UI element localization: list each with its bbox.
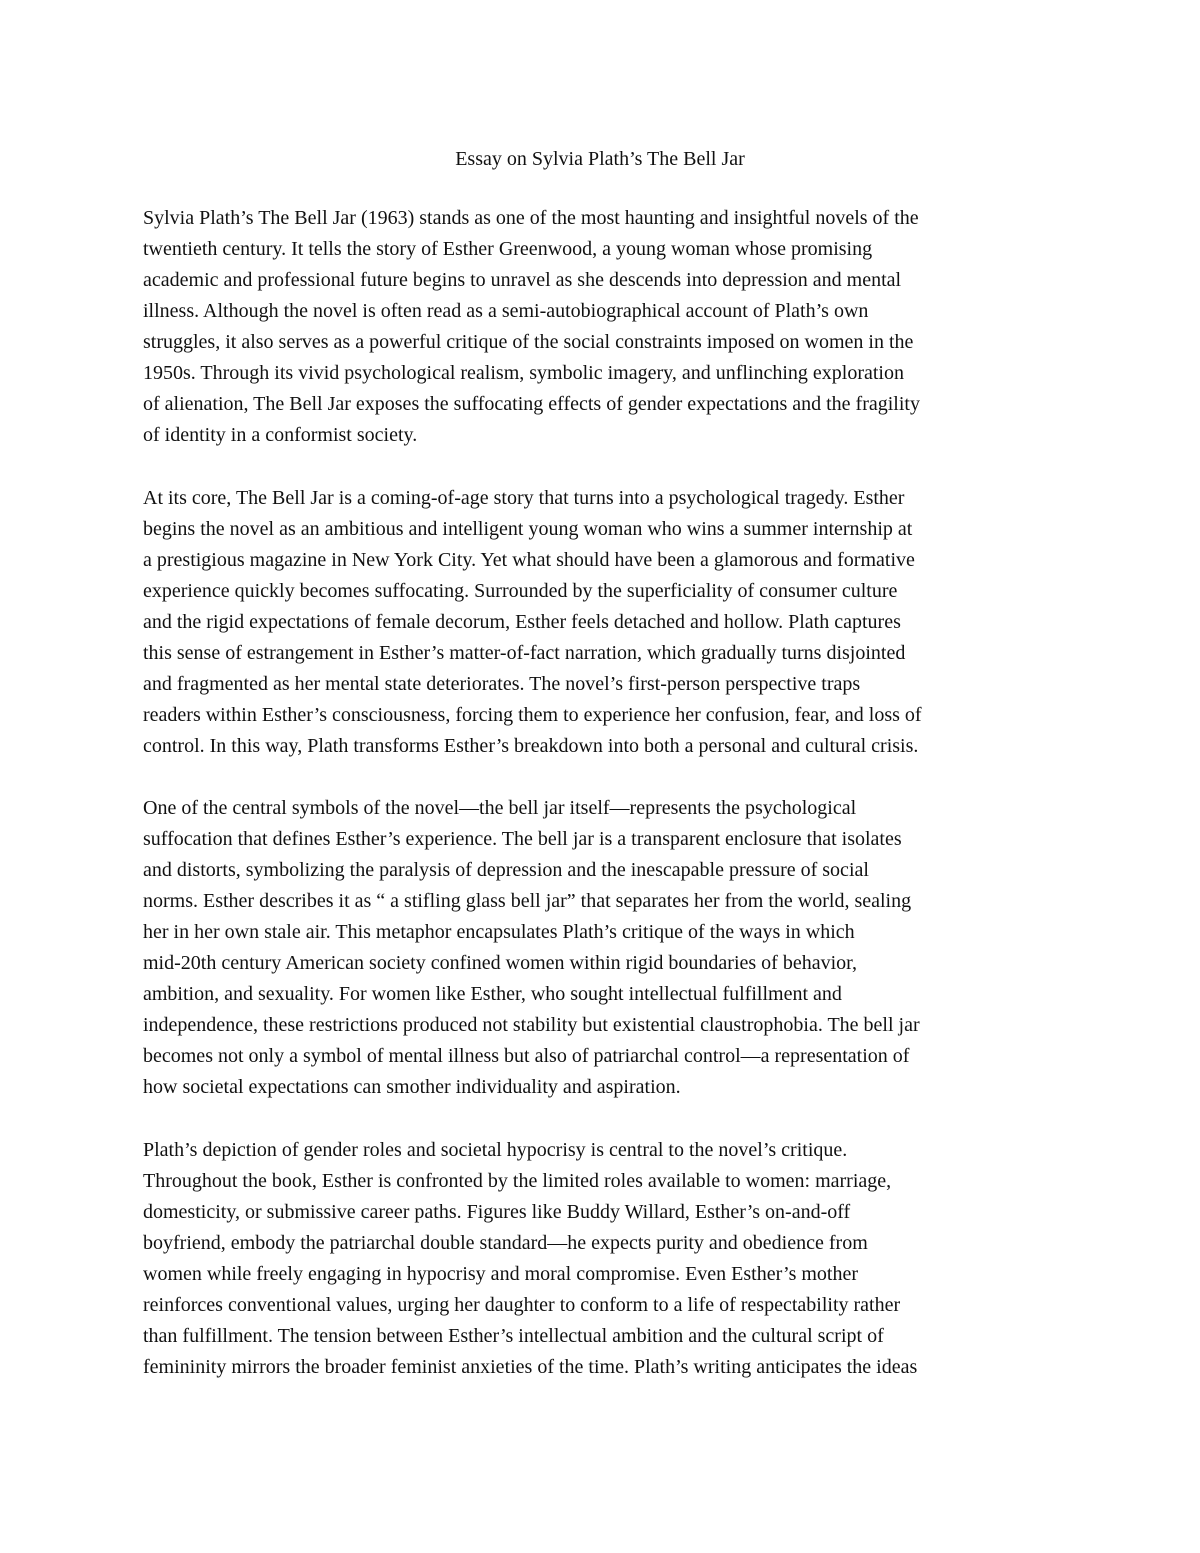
text-line: experience quickly becomes suffocating. Surrounded by the superficiality of consumer culture bbox=[143, 580, 898, 602]
paragraph-gender-roles bbox=[143, 1135, 1063, 1383]
text-line: suffocation that defines Esther’s experience. The bell jar is a transparent enclosure that isolates bbox=[143, 828, 902, 850]
paragraph-introduction bbox=[143, 203, 1063, 451]
text-line: At its core, The Bell Jar is a coming-of-age story that turns into a psychological tragedy. Esther bbox=[143, 487, 905, 509]
text-line: and the rigid expectations of female decorum, Esther feels detached and hollow. Plath captures bbox=[143, 611, 901, 633]
text-line: 1950s. Through its vivid psychological realism, symbolic imagery, and unflinching exploration bbox=[143, 362, 904, 384]
text-line: struggles, it also serves as a powerful critique of the social constraints imposed on women in the bbox=[143, 331, 914, 353]
text-line: twentieth century. It tells the story of Esther Greenwood, a young woman whose promising bbox=[143, 238, 873, 260]
text-line: mid-20th century American society confined women within rigid boundaries of behavior, bbox=[143, 952, 858, 974]
text-line: femininity mirrors the broader feminist anxieties of the time. Plath’s writing anticipates the ideas bbox=[143, 1356, 918, 1378]
text-line: control. In this way, Plath transforms Esther’s breakdown into both a personal and cultural crisis. bbox=[143, 735, 919, 757]
text-line: Plath’s depiction of gender roles and societal hypocrisy is central to the novel’s critique. bbox=[143, 1139, 848, 1161]
essay-title: Essay on Sylvia Plath’s The Bell Jar bbox=[455, 148, 745, 170]
text-line: academic and professional future begins to unravel as she descends into depression and mental bbox=[143, 269, 902, 291]
text-line: and distorts, symbolizing the paralysis of depression and the inescapable pressure of social bbox=[143, 859, 869, 881]
text-line: readers within Esther’s consciousness, forcing them to experience her confusion, fear, and loss of bbox=[143, 704, 922, 726]
text-line: of identity in a conformist society. bbox=[143, 424, 418, 446]
paragraph-coming-of-age bbox=[143, 483, 1063, 762]
text-line: norms. Esther describes it as “ a stifling glass bell jar” that separates her from the world, sealing bbox=[143, 890, 912, 912]
text-line: begins the novel as an ambitious and intelligent young woman who wins a summer internship at bbox=[143, 518, 913, 540]
text-line: how societal expectations can smother individuality and aspiration. bbox=[143, 1076, 681, 1098]
text-line: ambition, and sexuality. For women like Esther, who sought intellectual fulfillment and bbox=[143, 983, 842, 1005]
paragraph-bell-jar-symbol bbox=[143, 793, 1063, 1103]
text-line: becomes not only a symbol of mental illness but also of patriarchal control—a representation of bbox=[143, 1045, 910, 1067]
text-line: her in her own stale air. This metaphor encapsulates Plath’s critique of the ways in which bbox=[143, 921, 855, 943]
text-line: and fragmented as her mental state deteriorates. The novel’s first-person perspective traps bbox=[143, 673, 861, 695]
text-line: One of the central symbols of the novel—the bell jar itself—represents the psychological bbox=[143, 797, 857, 819]
text-line: illness. Although the novel is often read as a semi-autobiographical account of Plath’s own bbox=[143, 300, 869, 322]
text-line: Sylvia Plath’s The Bell Jar (1963) stands as one of the most haunting and insightful novels of the bbox=[143, 207, 919, 229]
text-line: of alienation, The Bell Jar exposes the suffocating effects of gender expectations and the fragility bbox=[143, 393, 920, 415]
text-line: independence, these restrictions produced not stability but existential claustrophobia. The bell jar bbox=[143, 1014, 920, 1036]
text-line: a prestigious magazine in New York City. Yet what should have been a glamorous and formative bbox=[143, 549, 915, 571]
text-line: women while freely engaging in hypocrisy and moral compromise. Even Esther’s mother bbox=[143, 1263, 858, 1285]
text-line: Throughout the book, Esther is confronted by the limited roles available to women: marriage, bbox=[143, 1170, 892, 1192]
text-line: this sense of estrangement in Esther’s matter-of-fact narration, which gradually turns disjointed bbox=[143, 642, 906, 664]
text-line: than fulfillment. The tension between Esther’s intellectual ambition and the cultural script of bbox=[143, 1325, 884, 1347]
text-line: boyfriend, embody the patriarchal double standard—he expects purity and obedience from bbox=[143, 1232, 868, 1254]
text-line: domesticity, or submissive career paths. Figures like Buddy Willard, Esther’s on-and-off bbox=[143, 1201, 851, 1223]
text-line: reinforces conventional values, urging her daughter to conform to a life of respectability rather bbox=[143, 1294, 901, 1316]
